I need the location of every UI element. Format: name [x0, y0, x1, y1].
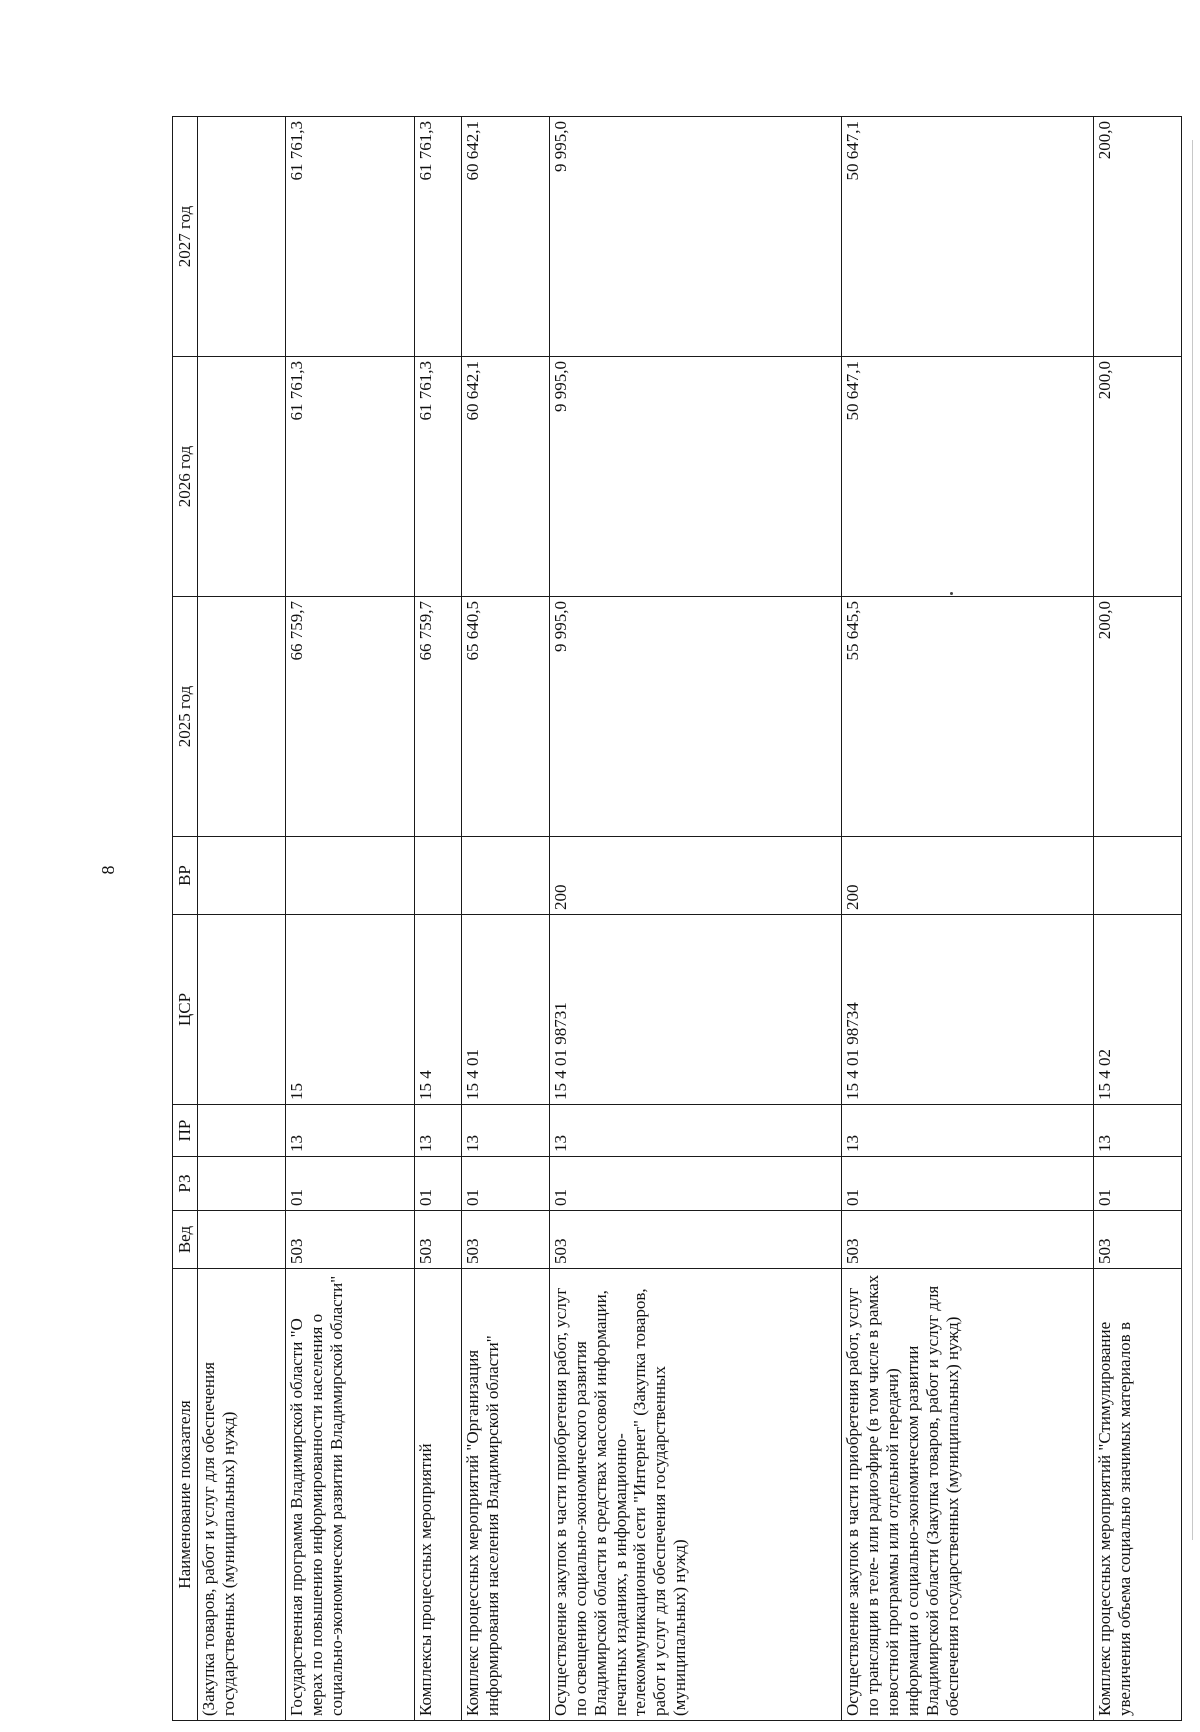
header-pr: ПР — [173, 1105, 198, 1157]
cell-csr — [198, 915, 286, 1105]
cell-ved: 503 — [414, 1211, 461, 1269]
cell-2027: 61 761,3 — [414, 117, 461, 357]
cell-vr — [414, 837, 461, 915]
cell-2025: 55 645,5 — [842, 597, 1094, 837]
cell-2025: 200,0 — [1093, 597, 1181, 837]
cell-csr: 15 4 — [414, 915, 461, 1105]
cell-csr: 15 4 02 — [1093, 915, 1181, 1105]
cell-rz — [198, 1157, 286, 1211]
cell-name: Комплекс процессных мероприятий "Стимулирование увеличения объема социально значимых материалов в — [1093, 1269, 1181, 1721]
cell-pr: 13 — [549, 1105, 841, 1157]
table-header-row — [173, 117, 198, 1721]
cell-name: Осуществление закупок в части приобретения работ, услуг по освещению социально-экономического развития Владимирской области в средствах массовой информации, печатных изданиях, в информационно-телекоммуникационной сети "Интернет" (Закупка товаров, работ и услуг для обеспечения государственных (муниципальных) нужд) — [549, 1269, 841, 1721]
header-vr: ВР — [173, 837, 198, 915]
cell-2027: 61 761,3 — [285, 117, 414, 357]
cell-vr: 200 — [549, 837, 841, 915]
cell-pr: 13 — [842, 1105, 1094, 1157]
cell-2025 — [198, 597, 286, 837]
cell-rz: 01 — [549, 1157, 841, 1211]
cell-vr: 200 — [842, 837, 1094, 915]
cell-rz: 01 — [285, 1157, 414, 1211]
table-row — [414, 117, 461, 1721]
header-rz: РЗ — [173, 1157, 198, 1211]
cell-rz: 01 — [842, 1157, 1094, 1211]
cell-2025: 65 640,5 — [461, 597, 549, 837]
table-row — [549, 117, 841, 1721]
cell-pr: 13 — [285, 1105, 414, 1157]
cell-name: (Закупка товаров, работ и услуг для обеспечения государственных (муниципальных) нужд) — [198, 1269, 286, 1721]
cell-2026 — [198, 357, 286, 597]
cell-2026: 50 647,1 — [842, 357, 1094, 597]
cell-name: Осуществление закупок в части приобретения работ, услуг по трансляции в теле- или радиоэфире (в том числе в рамках новостной программы или отдельной передачи) информации о социально-экономическом развитии Владимирской области (Закупка товаров, работ и услуг для обеспечения государственных (муниципальных) нужд) — [842, 1269, 1094, 1721]
cell-csr: 15 4 01 98734 — [842, 915, 1094, 1105]
cell-2026: 60 642,1 — [461, 357, 549, 597]
header-ved: Вед — [173, 1211, 198, 1269]
header-csr: ЦСР — [173, 915, 198, 1105]
cell-name: Государственная программа Владимирской области "О мерах по повышению информированности населения о социально-экономическом развитии Владимирской области" — [285, 1269, 414, 1721]
cell-2027 — [198, 117, 286, 357]
cell-vr — [1093, 837, 1181, 915]
cell-ved: 503 — [461, 1211, 549, 1269]
budget-table — [172, 116, 1182, 1721]
cell-csr: 15 4 01 — [461, 915, 549, 1105]
cell-2025: 9 995,0 — [549, 597, 841, 837]
scan-margin-line — [1192, 140, 1193, 1540]
cell-ved: 503 — [1093, 1211, 1181, 1269]
table-row — [461, 117, 549, 1721]
budget-table-container — [172, 117, 1182, 1721]
table-row — [842, 117, 1094, 1721]
cell-ved: 503 — [842, 1211, 1094, 1269]
header-2025: 2025 год — [173, 597, 198, 837]
header-2026: 2026 год — [173, 357, 198, 597]
cell-2026: 61 761,3 — [414, 357, 461, 597]
cell-pr: 13 — [414, 1105, 461, 1157]
cell-2027: 9 995,0 — [549, 117, 841, 357]
cell-2026: 9 995,0 — [549, 357, 841, 597]
cell-rz: 01 — [414, 1157, 461, 1211]
cell-pr: 13 — [1093, 1105, 1181, 1157]
cell-2025: 66 759,7 — [414, 597, 461, 837]
cell-ved — [198, 1211, 286, 1269]
cell-pr: 13 — [461, 1105, 549, 1157]
cell-vr — [285, 837, 414, 915]
table-row — [285, 117, 414, 1721]
cell-csr: 15 4 01 98731 — [549, 915, 841, 1105]
cell-vr — [461, 837, 549, 915]
cell-ved: 503 — [549, 1211, 841, 1269]
cell-2025: 66 759,7 — [285, 597, 414, 837]
table-row — [1093, 117, 1181, 1721]
header-2027: 2027 год — [173, 117, 198, 357]
cell-vr — [198, 837, 286, 915]
cell-rz: 01 — [1093, 1157, 1181, 1211]
cell-2027: 60 642,1 — [461, 117, 549, 357]
cell-2027: 200,0 — [1093, 117, 1181, 357]
cell-2027: 50 647,1 — [842, 117, 1094, 357]
cell-csr: 15 — [285, 915, 414, 1105]
cell-pr — [198, 1105, 286, 1157]
cell-rz: 01 — [461, 1157, 549, 1211]
cell-2026: 61 761,3 — [285, 357, 414, 597]
cell-name: Комплекс процессных мероприятий "Организация информирования населения Владимирской области" — [461, 1269, 549, 1721]
cell-ved: 503 — [285, 1211, 414, 1269]
header-name: Наименование показателя — [173, 1269, 198, 1721]
cell-2026: 200,0 — [1093, 357, 1181, 597]
table-row — [198, 117, 286, 1721]
page-number: 8 — [98, 865, 118, 875]
cell-name: Комплексы процессных мероприятий — [414, 1269, 461, 1721]
